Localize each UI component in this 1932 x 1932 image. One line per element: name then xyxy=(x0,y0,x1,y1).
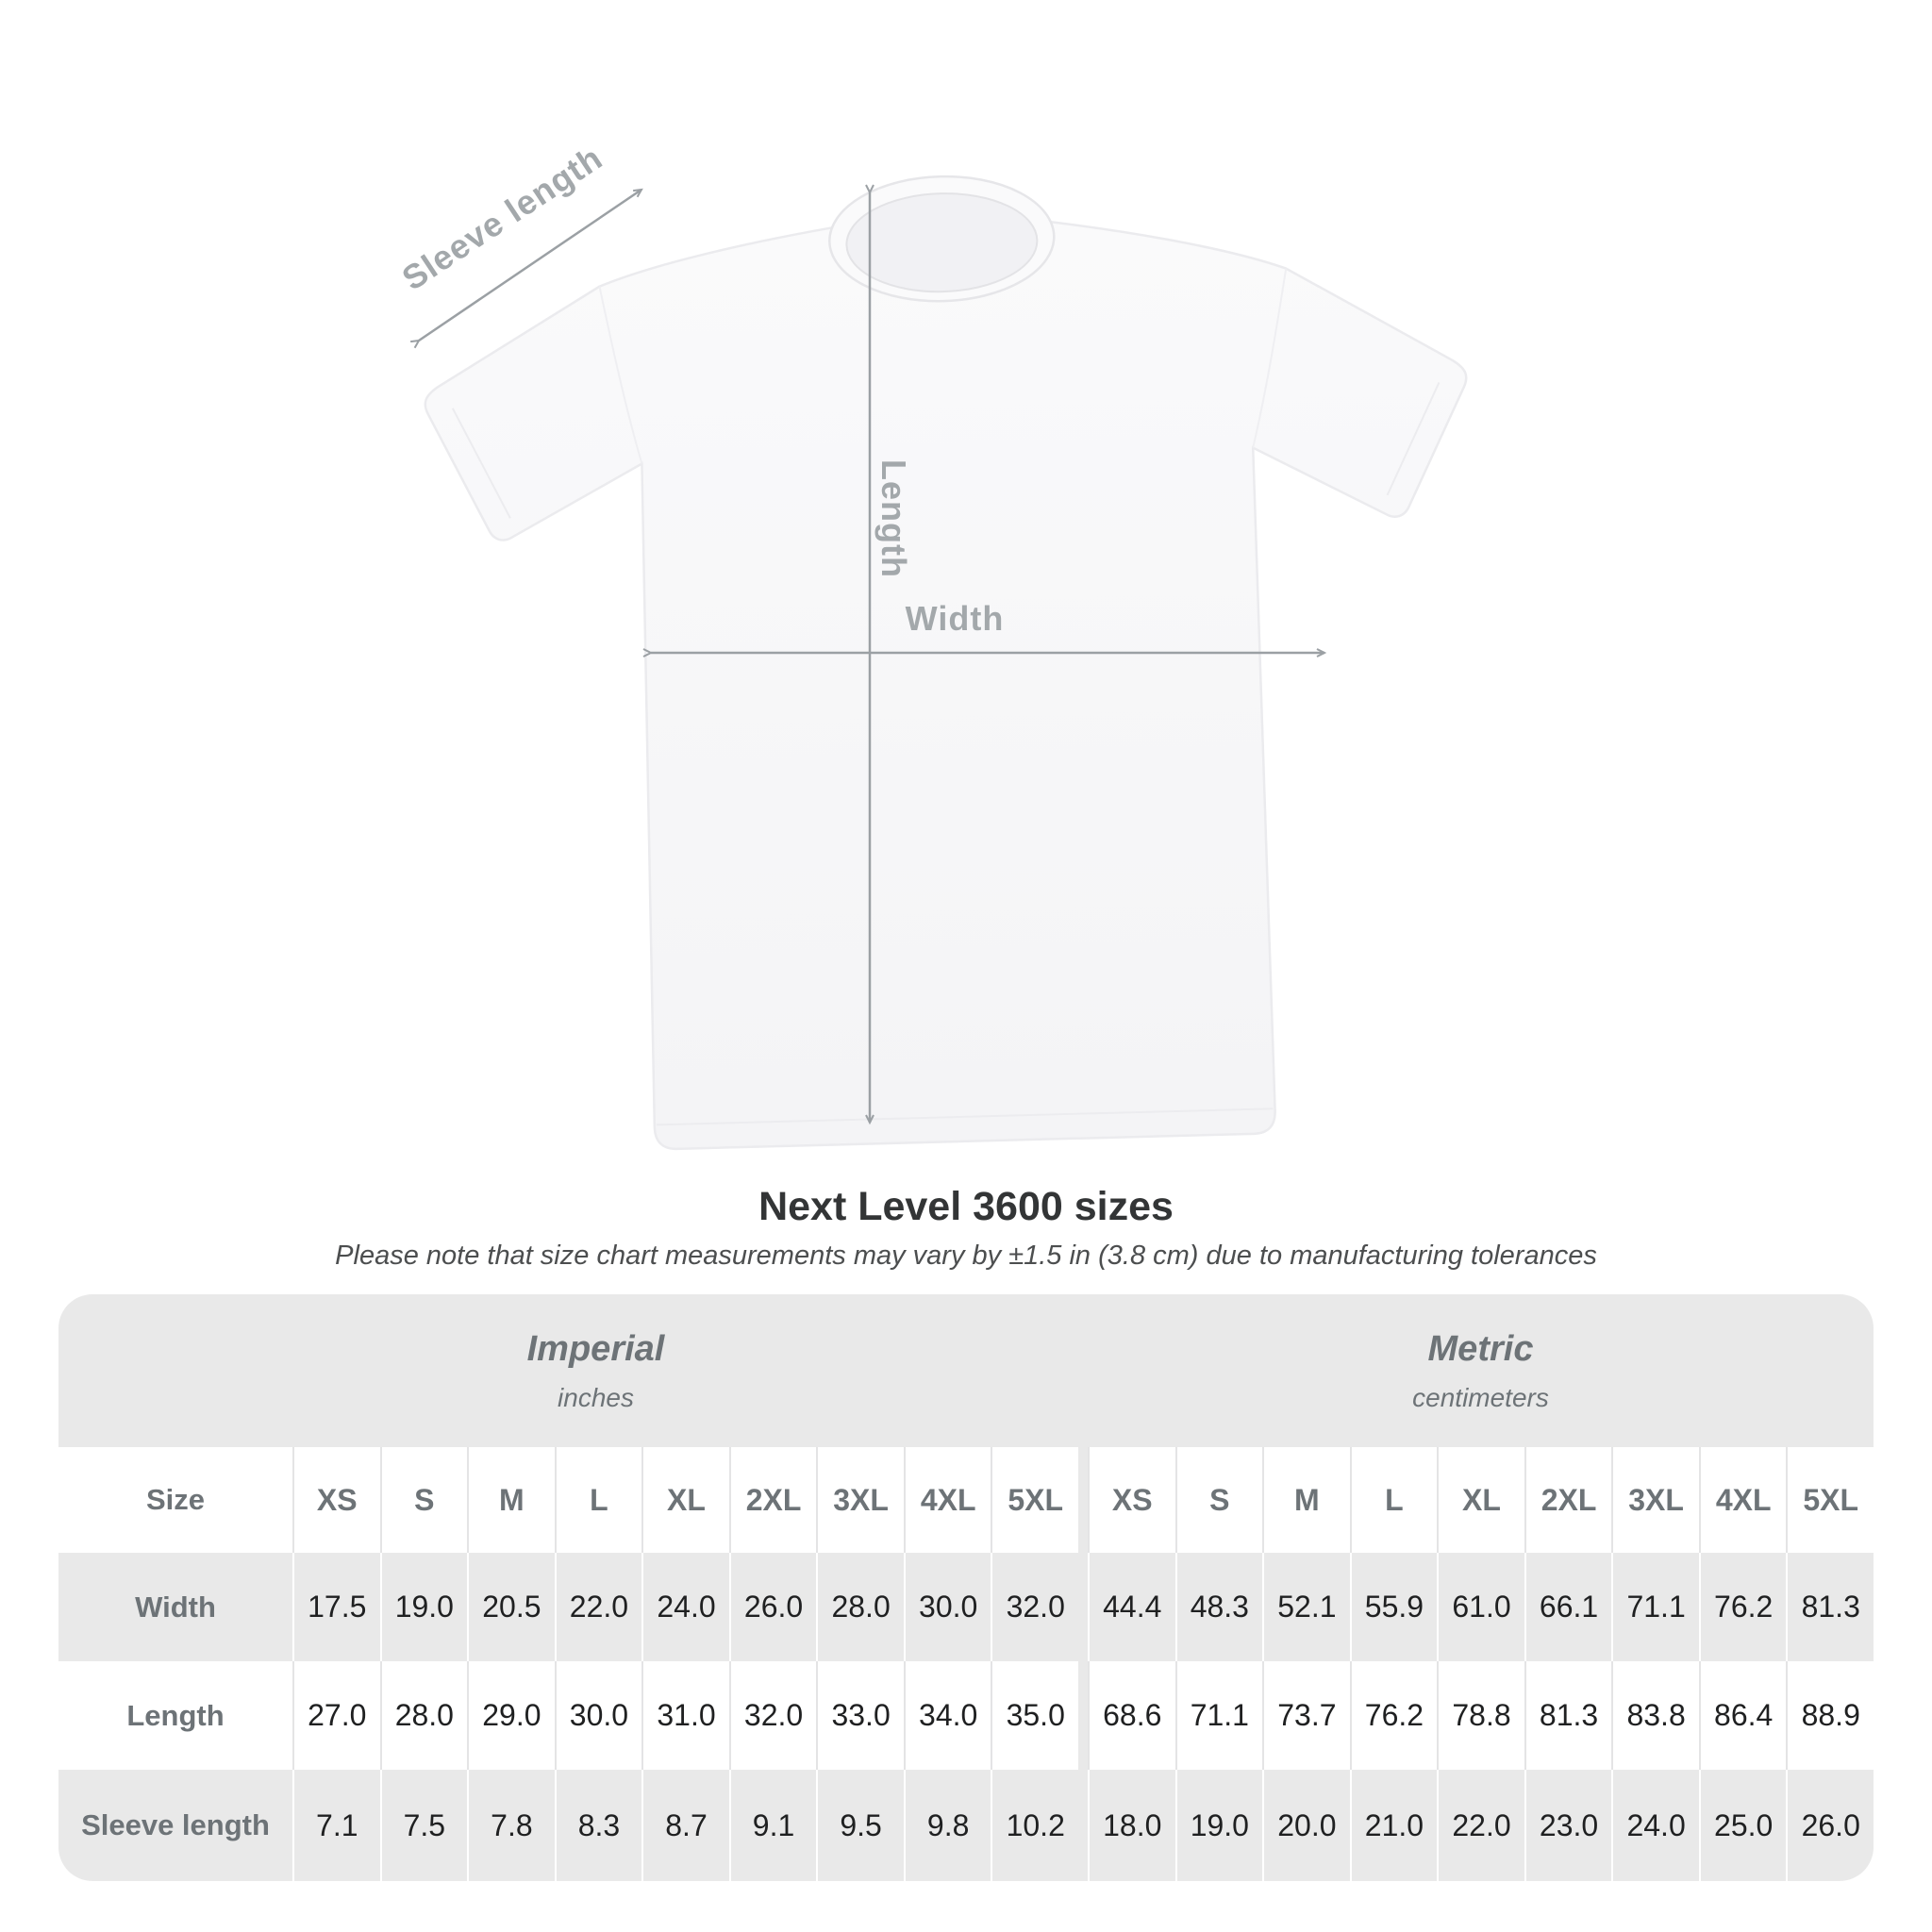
data-cell: 9.5 xyxy=(816,1770,904,1881)
size-col-header-metric-xs: XS xyxy=(1088,1447,1175,1553)
data-cell: 44.4 xyxy=(1088,1553,1175,1661)
data-cell: 21.0 xyxy=(1350,1770,1438,1881)
section-divider xyxy=(1078,1661,1088,1770)
data-cell: 81.3 xyxy=(1524,1661,1612,1770)
size-col-header-imperial-3xl: 3XL xyxy=(816,1447,904,1553)
data-cell: 32.0 xyxy=(729,1661,817,1770)
imperial-section-header xyxy=(58,1294,1078,1447)
size-col-header-metric-2xl: 2XL xyxy=(1524,1447,1612,1553)
metric-section-header xyxy=(1088,1294,1874,1447)
unit-system-header-band xyxy=(58,1294,1874,1447)
data-cell: 26.0 xyxy=(729,1553,817,1661)
data-cell: 66.1 xyxy=(1524,1553,1612,1661)
row-label-width: Width xyxy=(58,1553,292,1661)
data-cell: 19.0 xyxy=(1175,1770,1263,1881)
size-col-header-imperial-4xl: 4XL xyxy=(904,1447,991,1553)
tshirt-graphic xyxy=(420,163,1486,1156)
data-cell: 71.1 xyxy=(1175,1661,1263,1770)
size-row-label: Size xyxy=(145,1483,206,1517)
size-col-header-imperial-5xl: 5XL xyxy=(991,1447,1078,1553)
data-cell: 17.5 xyxy=(292,1553,380,1661)
size-col-header-imperial-xs: XS xyxy=(292,1447,380,1553)
data-cell: 24.0 xyxy=(1611,1770,1699,1881)
headline-block xyxy=(0,1185,1932,1272)
data-cell: 73.7 xyxy=(1262,1661,1350,1770)
data-cell: 78.8 xyxy=(1437,1661,1524,1770)
data-cell: 32.0 xyxy=(991,1553,1078,1661)
row-label-length: Length xyxy=(126,1698,225,1732)
section-divider xyxy=(1078,1553,1088,1661)
size-col-header-metric-4xl: 4XL xyxy=(1699,1447,1787,1553)
size-col-header-metric-m: M xyxy=(1262,1447,1350,1553)
data-cell: 20.5 xyxy=(467,1553,555,1661)
data-cell: 25.0 xyxy=(1699,1770,1787,1881)
size-table xyxy=(58,1294,1874,1881)
size-col-header-imperial-m: M xyxy=(467,1447,555,1553)
data-cell: 24.0 xyxy=(641,1553,729,1661)
imperial-section-title: Imperial xyxy=(526,1328,665,1369)
data-cell: 71.1 xyxy=(1611,1553,1699,1661)
table-row-size-header xyxy=(58,1447,1874,1553)
size-col-header-metric-s: S xyxy=(1175,1447,1263,1553)
data-cell: 22.0 xyxy=(1437,1770,1524,1881)
data-cell: 61.0 xyxy=(1437,1553,1524,1661)
data-cell: 76.2 xyxy=(1350,1661,1438,1770)
data-cell: 30.0 xyxy=(904,1553,991,1661)
size-col-header-imperial-s: S xyxy=(380,1447,468,1553)
data-cell: 34.0 xyxy=(904,1661,991,1770)
data-cell: 86.4 xyxy=(1699,1661,1787,1770)
data-cell: 20.0 xyxy=(1262,1770,1350,1881)
section-divider xyxy=(1078,1770,1088,1881)
table-row-sleeve-length xyxy=(58,1770,1874,1881)
tshirt-body xyxy=(421,199,1486,1156)
data-cell: 7.5 xyxy=(380,1770,468,1881)
data-cell: 9.8 xyxy=(904,1770,991,1881)
data-cell: 68.6 xyxy=(1088,1661,1175,1770)
data-cell: 28.0 xyxy=(816,1553,904,1661)
tolerance-note: Please note that size chart measurements may vary by ±1.5 in (3.8 cm) due to manufacturing tolerances xyxy=(335,1241,1597,1272)
data-cell: 26.0 xyxy=(1786,1770,1874,1881)
metric-section-title: Metric xyxy=(1427,1328,1534,1369)
data-cell: 23.0 xyxy=(1524,1770,1612,1881)
data-cell: 7.1 xyxy=(292,1770,380,1881)
data-cell: 22.0 xyxy=(555,1553,642,1661)
size-col-header-metric-xl: XL xyxy=(1437,1447,1524,1553)
data-cell: 88.9 xyxy=(1786,1661,1874,1770)
data-cell: 52.1 xyxy=(1262,1553,1350,1661)
data-cell: 30.0 xyxy=(555,1661,642,1770)
data-cell: 83.8 xyxy=(1611,1661,1699,1770)
size-col-header-metric-3xl: 3XL xyxy=(1611,1447,1699,1553)
row-label-sleeve-length: Sleeve length xyxy=(58,1770,292,1881)
data-cell: 28.0 xyxy=(380,1661,468,1770)
size-col-header-imperial-l: L xyxy=(555,1447,642,1553)
length-dimension-label: Length xyxy=(874,459,913,578)
data-cell: 31.0 xyxy=(641,1661,729,1770)
imperial-section-unit: inches xyxy=(558,1382,634,1412)
data-cell: 10.2 xyxy=(991,1770,1078,1881)
data-cell: 27.0 xyxy=(292,1661,380,1770)
table-row-length xyxy=(58,1661,1874,1770)
section-divider xyxy=(1078,1447,1088,1553)
table-row-width xyxy=(58,1553,1874,1661)
page-title: Next Level 3600 sizes xyxy=(758,1184,1174,1229)
data-cell: 48.3 xyxy=(1175,1553,1263,1661)
size-table-rows xyxy=(58,1447,1874,1881)
data-cell: 7.8 xyxy=(467,1770,555,1881)
data-cell: 9.1 xyxy=(729,1770,817,1881)
size-col-header-metric-5xl: 5XL xyxy=(1786,1447,1874,1553)
data-cell: 19.0 xyxy=(380,1553,468,1661)
size-col-header-imperial-2xl: 2XL xyxy=(729,1447,817,1553)
data-cell: 81.3 xyxy=(1786,1553,1874,1661)
data-cell: 8.7 xyxy=(641,1770,729,1881)
width-dimension-label: Width xyxy=(905,599,1005,638)
size-col-header-imperial-xl: XL xyxy=(641,1447,729,1553)
size-col-header-metric-l: L xyxy=(1350,1447,1438,1553)
sleeve-length-dimension-label: Sleeve length xyxy=(394,138,609,298)
metric-section-unit: centimeters xyxy=(1412,1382,1549,1412)
data-cell: 29.0 xyxy=(467,1661,555,1770)
data-cell: 35.0 xyxy=(991,1661,1078,1770)
section-divider-band xyxy=(1078,1294,1088,1447)
data-cell: 76.2 xyxy=(1699,1553,1787,1661)
data-cell: 55.9 xyxy=(1350,1553,1438,1661)
data-cell: 33.0 xyxy=(816,1661,904,1770)
data-cell: 8.3 xyxy=(555,1770,642,1881)
data-cell: 18.0 xyxy=(1088,1770,1175,1881)
